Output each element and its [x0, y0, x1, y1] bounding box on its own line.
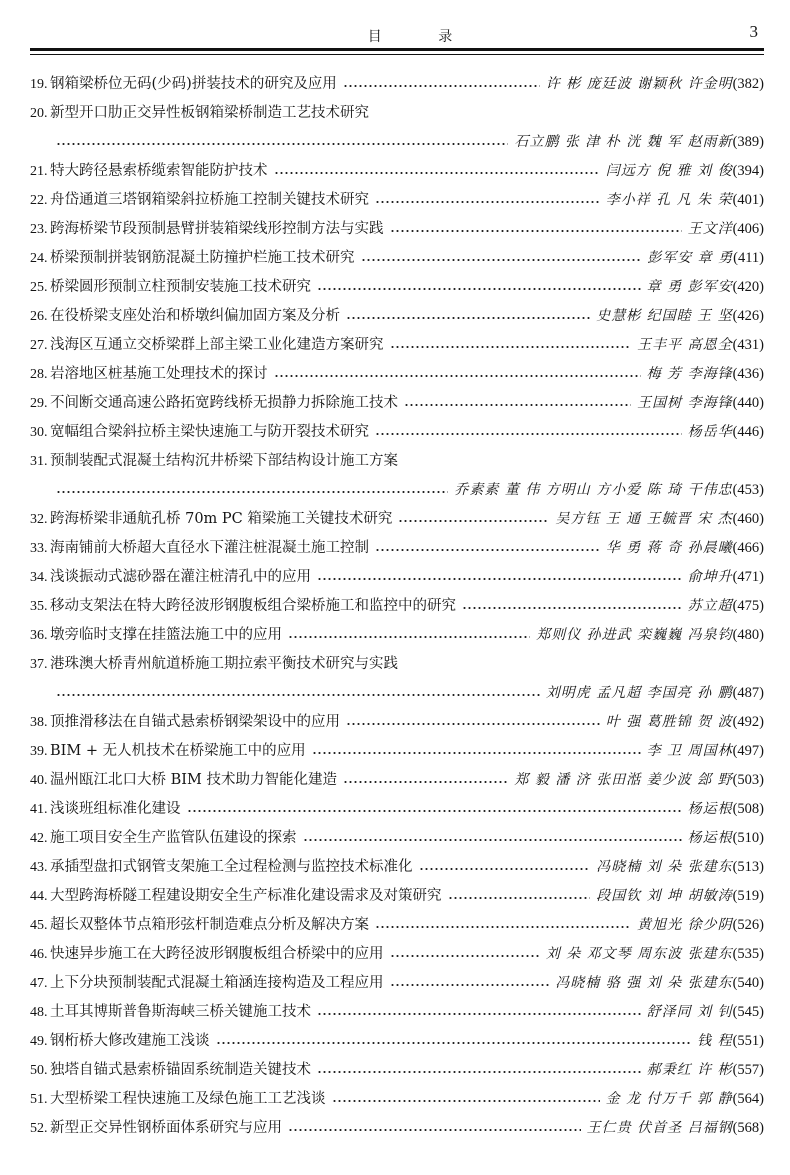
toc-entry [30, 296, 764, 325]
entry-authors: 杨运根 [687, 801, 733, 817]
toc-entry [30, 992, 764, 1021]
entry-authors: 华 勇 蒋 奇 孙晨曦 [605, 540, 733, 556]
entry-title: 上下分块预制装配式混凝土箱涵连接构造及工程应用 [50, 975, 384, 991]
toc-entry [30, 934, 764, 963]
entry-page: (475) [732, 598, 764, 614]
leader-dots [56, 484, 448, 494]
entry-number: 50. [30, 1063, 48, 1078]
entry-page: (446) [732, 424, 764, 440]
entry-title: 港珠澳大桥青州航道桥施工期拉索平衡技术研究与实践 [50, 656, 398, 672]
entry-title: 顶推滑移法在自锚式悬索桥钢梁架设中的应用 [50, 714, 340, 730]
entry-authors: 乔素素 董 伟 方明山 方小爱 陈 琦 干伟忠 [454, 482, 733, 498]
toc-entry [30, 586, 764, 615]
toc-entry [30, 1108, 764, 1137]
leader-dots [56, 687, 540, 697]
entry-authors: 叶 强 葛胜锦 贺 波 [605, 714, 733, 730]
entry-number: 26. [30, 309, 48, 324]
leader-dots [375, 426, 682, 436]
entry-page: (453) [732, 482, 764, 498]
toc-entry [30, 151, 764, 180]
leader-dots [288, 629, 530, 639]
toc-entry [30, 702, 764, 731]
entry-title: 钢箱梁桥位无码(少码)拼装技术的研究及应用 [50, 76, 337, 92]
leader-dots [390, 223, 682, 233]
entry-title: 钢桁桥大修改建施工浅谈 [50, 1033, 210, 1049]
entry-title: 大型跨海桥隧工程建设期安全生产标准化建设需求及对策研究 [50, 888, 442, 904]
entry-number: 21. [30, 164, 48, 179]
entry-page: (389) [732, 134, 764, 150]
entry-authors: 史慧彬 纪国睦 王 坚 [596, 308, 733, 324]
entry-title: 移动支架法在特大跨径波形钢腹板组合梁桥施工和监控中的研究 [50, 598, 456, 614]
leader-dots [448, 890, 591, 900]
entry-authors: 彭军安 章 勇 [647, 250, 734, 266]
entry-title: 跨海桥梁非通航孔桥 70m PC 箱梁施工关键技术研究 [50, 511, 393, 527]
toc-entry-continuation [30, 122, 764, 151]
table-of-contents [30, 64, 764, 1137]
entry-authors: 王仁贵 伏首圣 吕福钢 [586, 1120, 733, 1136]
entry-number: 35. [30, 599, 48, 614]
entry-title: 海南铺前大桥超大直径水下灌注桩混凝土施工控制 [50, 540, 369, 556]
leader-dots [317, 281, 641, 291]
toc-entry [30, 905, 764, 934]
entry-page: (526) [732, 917, 764, 933]
toc-entry [30, 64, 764, 93]
entry-number: 29. [30, 396, 48, 411]
header-rule-thin [30, 54, 764, 55]
entry-number: 47. [30, 976, 48, 991]
leader-dots [361, 252, 642, 262]
entry-page: (503) [732, 772, 764, 788]
entry-authors: 黄旭光 徐少阴 [637, 917, 733, 933]
entry-title: 桥梁圆形预制立柱预制安装施工技术研究 [50, 279, 311, 295]
entry-title: 跨海桥梁节段预制悬臂拼装箱梁线形控制方法与实践 [50, 221, 384, 237]
page-number: 3 [749, 22, 758, 41]
entry-number: 34. [30, 570, 48, 585]
entry-page: (564) [732, 1091, 764, 1107]
leader-dots [390, 339, 632, 349]
toc-entry [30, 818, 764, 847]
entry-title: 施工项目安全生产监管队伍建设的探索 [50, 830, 297, 846]
entry-number: 31. [30, 454, 48, 469]
entry-number: 49. [30, 1034, 48, 1049]
entry-number: 23. [30, 222, 48, 237]
entry-page: (487) [732, 685, 764, 701]
entry-authors: 梅 芳 李海锋 [646, 366, 733, 382]
entry-title: 墩旁临时支撑在挂篮法施工中的应用 [50, 627, 282, 643]
toc-entry-continuation [30, 470, 764, 499]
entry-number: 45. [30, 918, 48, 933]
entry-title: 浅谈振动式滤砂器在灌注桩清孔中的应用 [50, 569, 311, 585]
entry-authors: 刘明虎 孟凡超 李国亮 孙 鹏 [545, 685, 733, 701]
entry-page: (406) [732, 221, 764, 237]
entry-number: 39. [30, 744, 48, 759]
entry-number: 37. [30, 657, 48, 672]
leader-dots [312, 745, 641, 755]
leader-dots [332, 1093, 600, 1103]
entry-authors: 杨运根 [687, 830, 733, 846]
toc-entry [30, 557, 764, 586]
entry-number: 33. [30, 541, 48, 556]
leader-dots [390, 948, 540, 958]
entry-title: 浅海区互通立交桥梁群上部主梁工业化建造方案研究 [50, 337, 384, 353]
entry-title: 不间断交通高速公路拓宽跨线桥无损静力拆除施工技术 [50, 395, 398, 411]
entry-title: 舟岱通道三塔钢箱梁斜拉桥施工控制关键技术研究 [50, 192, 369, 208]
entry-authors: 舒泽同 刘 钊 [646, 1004, 733, 1020]
entry-authors: 许 彬 庞廷波 谢颖秋 许金明 [545, 76, 733, 92]
entry-number: 46. [30, 947, 48, 962]
entry-authors: 冯晓楠 刘 朵 张建东 [596, 859, 733, 875]
entry-number: 36. [30, 628, 48, 643]
entry-number: 44. [30, 889, 48, 904]
entry-title: 大型桥梁工程快速施工及绿色施工工艺浅谈 [50, 1091, 326, 1107]
entry-page: (480) [732, 627, 764, 643]
entry-page: (535) [732, 946, 764, 962]
toc-entry [30, 325, 764, 354]
toc-entry [30, 354, 764, 383]
entry-number: 28. [30, 367, 48, 382]
entry-number: 22. [30, 193, 48, 208]
toc-entry [30, 441, 764, 470]
leader-dots [398, 513, 549, 523]
entry-page: (545) [732, 1004, 764, 1020]
entry-number: 27. [30, 338, 48, 353]
entry-page: (382) [732, 76, 764, 92]
entry-title: 新型正交异性钢桥面体系研究与应用 [50, 1120, 282, 1136]
entry-title: 浅谈班组标准化建设 [50, 801, 181, 817]
toc-entry [30, 209, 764, 238]
entry-title: 快速异步施工在大跨径波形钢腹板组合桥梁中的应用 [50, 946, 384, 962]
toc-entry [30, 267, 764, 296]
entry-number: 41. [30, 802, 48, 817]
leader-dots [419, 861, 591, 871]
toc-entry [30, 644, 764, 673]
toc-entry [30, 615, 764, 644]
leader-dots [56, 136, 508, 146]
toc-entry [30, 789, 764, 818]
entry-number: 20. [30, 106, 48, 121]
entry-page: (420) [732, 279, 764, 295]
entry-page: (436) [732, 366, 764, 382]
entry-authors: 俞坤升 [687, 569, 733, 585]
leader-dots [288, 1122, 581, 1132]
entry-title: 独塔自锚式悬索桥锚固系统制造关键技术 [50, 1062, 311, 1078]
leader-dots [317, 571, 682, 581]
entry-page: (540) [732, 975, 764, 991]
entry-page: (513) [732, 859, 764, 875]
entry-authors: 杨岳华 [687, 424, 733, 440]
leader-dots [346, 310, 590, 320]
entry-page: (510) [732, 830, 764, 846]
entry-number: 40. [30, 773, 48, 788]
entry-authors: 苏立超 [687, 598, 733, 614]
entry-page: (551) [732, 1033, 764, 1049]
entry-number: 24. [30, 251, 48, 266]
leader-dots [216, 1035, 692, 1045]
entry-page: (411) [733, 250, 764, 266]
entry-authors: 章 勇 彭军安 [646, 279, 733, 295]
leader-dots [274, 368, 641, 378]
entry-number: 42. [30, 831, 48, 846]
entry-authors: 郝秉红 许 彬 [646, 1062, 733, 1078]
entry-authors: 郑 毅 潘 济 张田湉 姜少波 郐 野 [514, 772, 733, 788]
toc-entry [30, 731, 764, 760]
header-rule-thick [30, 48, 764, 51]
entry-authors: 刘 朵 邓文琴 周东波 张建东 [545, 946, 733, 962]
entry-title: 新型开口肋正交异性板钢箱梁桥制造工艺技术研究 [50, 105, 369, 121]
entry-page: (401) [732, 192, 764, 208]
leader-dots [346, 716, 600, 726]
entry-authors: 王丰平 高恩全 [637, 337, 733, 353]
toc-entry [30, 93, 764, 122]
leader-dots [274, 165, 600, 175]
leader-dots [343, 78, 540, 88]
entry-title: 在役桥梁支座处治和桥墩纠偏加固方案及分析 [50, 308, 340, 324]
leader-dots [462, 600, 682, 610]
leader-dots [317, 1064, 641, 1074]
entry-authors: 石立鹏 张 津 朴 洸 魏 军 赵雨新 [514, 134, 733, 150]
entry-page: (460) [732, 511, 764, 527]
entry-page: (440) [732, 395, 764, 411]
entry-page: (394) [732, 163, 764, 179]
entry-authors: 金 龙 付万千 郭 静 [605, 1091, 733, 1107]
entry-authors: 李小祥 孔 凡 朱 荣 [605, 192, 733, 208]
entry-page: (557) [732, 1062, 764, 1078]
entry-number: 19. [30, 77, 48, 92]
toc-entry [30, 1050, 764, 1079]
entry-number: 25. [30, 280, 48, 295]
entry-page: (471) [732, 569, 764, 585]
toc-entry [30, 760, 764, 789]
entry-page: (508) [732, 801, 764, 817]
toc-entry [30, 528, 764, 557]
leader-dots [375, 919, 631, 929]
toc-entry-continuation [30, 673, 764, 702]
entry-number: 43. [30, 860, 48, 875]
entry-authors: 郑则仪 孙进武 栾巍巍 冯泉钧 [536, 627, 733, 643]
entry-title: 预制装配式混凝土结构沉井桥梁下部结构设计施工方案 [50, 453, 398, 469]
toc-entry [30, 180, 764, 209]
leader-dots [404, 397, 631, 407]
entry-page: (431) [732, 337, 764, 353]
toc-entry [30, 499, 764, 528]
entry-authors: 冯晓楠 骆 强 刘 朵 张建东 [555, 975, 733, 991]
leader-dots [317, 1006, 641, 1016]
entry-authors: 王文洋 [687, 221, 733, 237]
toc-entry [30, 1079, 764, 1108]
entry-page: (497) [732, 743, 764, 759]
toc-entry [30, 847, 764, 876]
entry-title: 承插型盘扣式钢管支架施工全过程检测与监控技术标准化 [50, 859, 413, 875]
entry-page: (519) [732, 888, 764, 904]
entry-number: 48. [30, 1005, 48, 1020]
entry-authors: 闫远方 倪 雅 刘 俊 [605, 163, 733, 179]
toc-entry [30, 238, 764, 267]
toc-entry [30, 1021, 764, 1050]
leader-dots [303, 832, 682, 842]
leader-dots [390, 977, 550, 987]
entry-number: 30. [30, 425, 48, 440]
entry-title: BIM + 无人机技术在桥梁施工中的应用 [50, 743, 306, 759]
entry-authors: 王国树 李海锋 [637, 395, 733, 411]
leader-dots [343, 774, 508, 784]
running-title: 目 录 [367, 29, 479, 45]
entry-page: (568) [732, 1120, 764, 1136]
page-header [30, 22, 764, 46]
entry-number: 52. [30, 1121, 48, 1136]
entry-page: (492) [732, 714, 764, 730]
leader-dots [375, 194, 600, 204]
entry-number: 38. [30, 715, 48, 730]
toc-entry [30, 383, 764, 412]
entry-authors: 吴方钰 王 通 王毓晋 宋 杰 [555, 511, 733, 527]
toc-entry [30, 876, 764, 905]
entry-title: 温州瓯江北口大桥 BIM 技术助力智能化建造 [50, 772, 337, 788]
leader-dots [375, 542, 600, 552]
entry-title: 岩溶地区桩基施工处理技术的探讨 [50, 366, 268, 382]
entry-authors: 李 卫 周国林 [646, 743, 733, 759]
entry-page: (426) [732, 308, 764, 324]
entry-number: 51. [30, 1092, 48, 1107]
entry-page: (466) [732, 540, 764, 556]
entry-title: 桥梁预制拼装钢筋混凝土防撞护栏施工技术研究 [50, 250, 355, 266]
entry-authors: 钱 程 [697, 1033, 733, 1049]
entry-title: 土耳其博斯普鲁斯海峡三桥关键施工技术 [50, 1004, 311, 1020]
entry-title: 宽幅组合梁斜拉桥主梁快速施工与防开裂技术研究 [50, 424, 369, 440]
entry-number: 32. [30, 512, 48, 527]
entry-title: 特大跨径悬索桥缆索智能防护技术 [50, 163, 268, 179]
entry-authors: 段国钦 刘 坤 胡敏涛 [596, 888, 733, 904]
toc-entry [30, 412, 764, 441]
entry-title: 超长双整体节点箱形弦杆制造难点分析及解决方案 [50, 917, 369, 933]
leader-dots [187, 803, 682, 813]
toc-entry [30, 963, 764, 992]
